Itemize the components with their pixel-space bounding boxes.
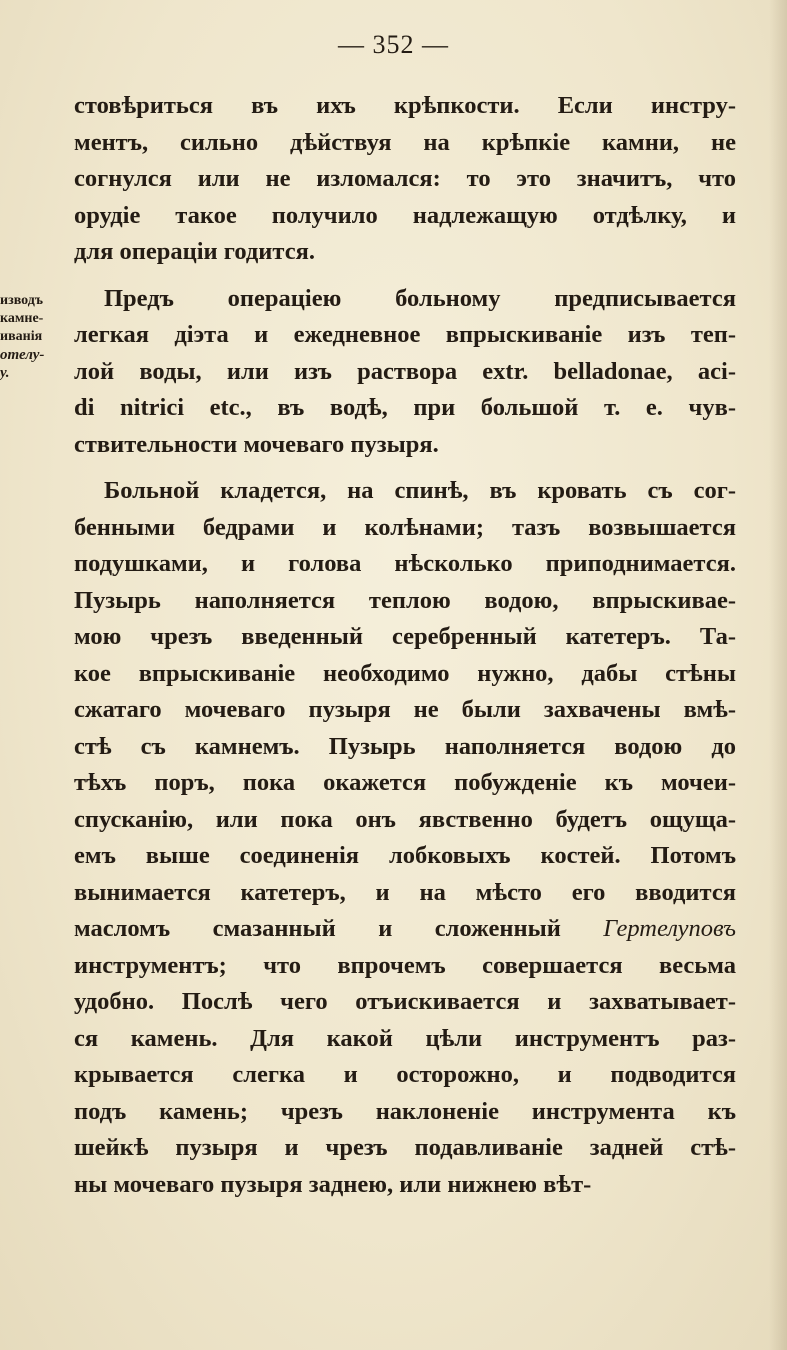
margin-note	[0, 292, 70, 382]
text-line: крывается слегка и осторожно, и подводится	[74, 1061, 736, 1088]
text-line: стѣ съ камнемъ. Пузырь наполняется водою до	[74, 732, 736, 760]
text-line: di nitrici etc., въ водѣ, при большой т. е. чув-	[74, 394, 736, 421]
text-line: орудіе такое получило надлежащую отдѣлку, и	[74, 201, 736, 229]
margin-note-line: изводъ	[0, 293, 43, 308]
text-line: тѣхъ поръ, пока окажется побужденіе къ мочеи-	[74, 769, 736, 796]
text-line: мою чрезъ введенный серебренный катетеръ. Та-	[74, 623, 736, 650]
text-line: подъ камень; чрезъ наклоненіе инструмента къ	[74, 1097, 736, 1125]
text-line: стовѣриться въ ихъ крѣпкости. Если инстру-	[74, 92, 736, 119]
text-line: удобно. Послѣ чего отъискивается и захватывает-	[74, 988, 736, 1015]
text-line: масломъ смазанный и сложенный Гертелуповъ	[74, 915, 736, 942]
text-line: лой воды, или изъ раствора extr. belladonae, aci-	[74, 357, 736, 385]
paragraph-gap	[74, 463, 736, 473]
body-text	[74, 88, 736, 1203]
paragraph	[74, 88, 736, 271]
text-line: спусканію, или пока онъ явственно будетъ ощуща-	[74, 805, 736, 833]
text-line: согнулся или не изломался: то это значитъ, что	[74, 165, 736, 192]
text-line: легкая діэта и ежедневное впрыскиваніе изъ теп-	[74, 321, 736, 348]
text-line: кое впрыскиваніе необходимо нужно, дабы стѣны	[74, 659, 736, 687]
italic-name: Гертелуповъ	[603, 915, 736, 942]
text-line: ны мочеваго пузыря заднею, или нижнею вѣт-	[74, 1170, 592, 1198]
text-line: Пузырь наполняется теплою водою, впрыскивае-	[74, 586, 736, 614]
text-line: Больной кладется, на спинѣ, въ кровать съ сог-	[104, 477, 736, 504]
text-line: подушками, и голова нѣсколько приподнимается.	[74, 550, 736, 577]
text-line: инструментъ; что впрочемъ совершается весьма	[74, 951, 736, 979]
text-line: вынимается катетеръ, и на мѣсто его вводится	[74, 878, 736, 906]
margin-note-line: отелу-	[0, 347, 45, 363]
margin-note-line: иванія	[0, 329, 43, 344]
text-line: ствительности мочеваго пузыря.	[74, 430, 439, 458]
margin-note-line: у.	[0, 365, 10, 381]
paragraph-gap	[74, 271, 736, 281]
page-number: — 352 —	[338, 30, 449, 59]
text-line: емъ выше соединенія лобковыхъ костей. Потомъ	[74, 842, 736, 869]
page-edge-shadow	[769, 0, 787, 1350]
text-line: для операціи годится.	[74, 238, 315, 265]
text-line: ментъ, сильно дѣйствуя на крѣпкіе камни, не	[74, 128, 736, 156]
margin-note-line: камне-	[0, 311, 44, 326]
text-line: сжатаго мочеваго пузыря не были захвачены вмѣ-	[74, 696, 736, 723]
text-line: ся камень. Для какой цѣли инструментъ раз-	[74, 1024, 736, 1052]
paragraph	[74, 473, 736, 1203]
text-line: шейкѣ пузыря и чрезъ подавливаніе задней стѣ-	[74, 1134, 736, 1161]
text-line: бенными бедрами и колѣнами; тазъ возвышается	[74, 513, 736, 541]
text-line: Предъ операціею больному предписывается	[104, 284, 736, 312]
paragraph	[74, 281, 736, 464]
